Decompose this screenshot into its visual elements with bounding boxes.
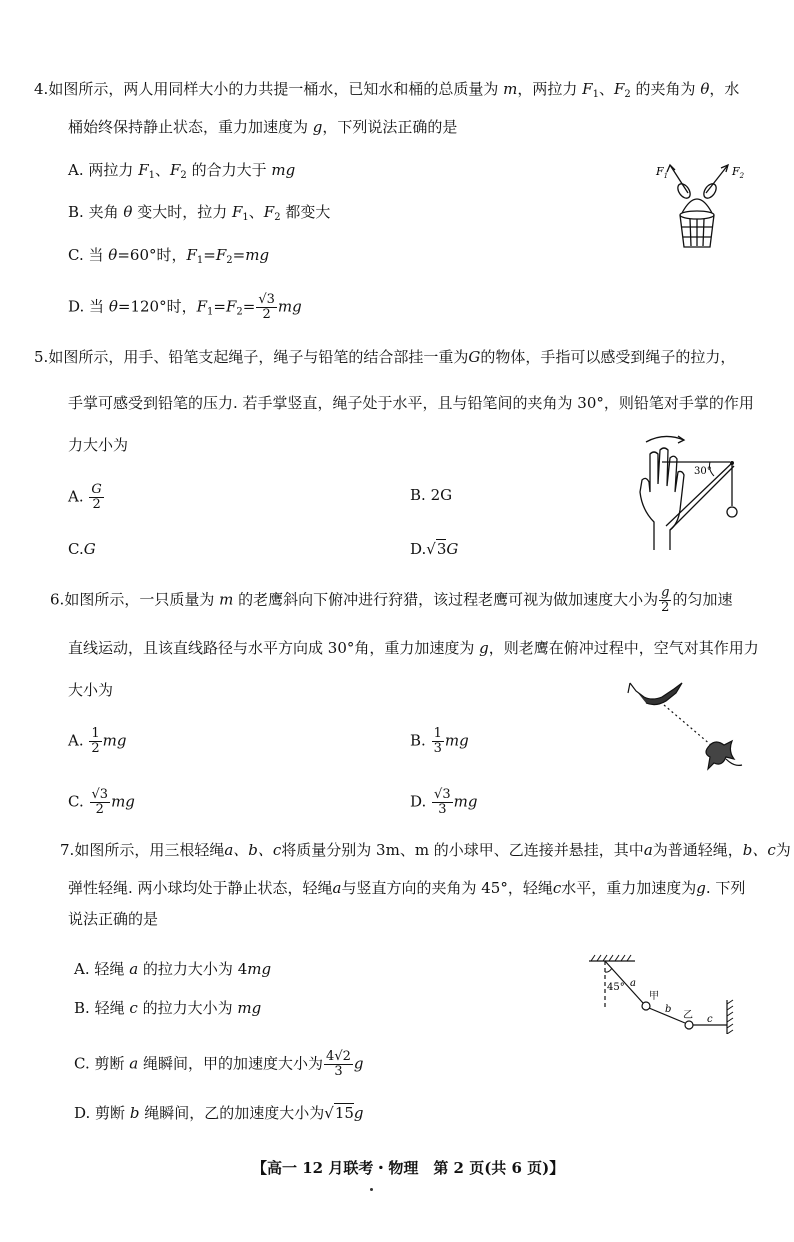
q7-number: 7. bbox=[60, 841, 75, 859]
q7-fig-label-a: a bbox=[630, 978, 636, 989]
q5-fig-angle-label: 30° bbox=[694, 466, 712, 477]
q4-number: 4. bbox=[34, 80, 49, 98]
q6-stem-line3: 大小为 bbox=[68, 681, 114, 699]
q6-option-b: B. $\frac{1}{3}$ mg bbox=[410, 726, 469, 756]
q4-d-fraction: $\frac{√3}{2}$ bbox=[258, 292, 275, 322]
q6-stem-line2: 直线运动，且该直线路径与水平方向成 30°角，重力加速度为 g，则老鹰在俯冲过程中，空气对其作用力 bbox=[68, 639, 759, 657]
q5-hand-pencil-figure bbox=[632, 430, 750, 562]
q7-fig-label-b: b bbox=[665, 1004, 672, 1015]
q6-option-a: A. $\frac{1}{2}$ mg bbox=[68, 726, 127, 756]
q6-option-c: C. $\frac{√3}{2}$ mg bbox=[68, 787, 135, 817]
q5-stem-line3: 力大小为 bbox=[68, 436, 129, 454]
q4-option-c: C. 当 θ=60°时，$F_1=F_2=mg$ bbox=[68, 246, 270, 266]
q7-rope-figure bbox=[585, 952, 745, 1034]
q4-option-b: B. 夹角 θ 变大时，拉力 $F_1$、$F_2$ 都变大 bbox=[68, 203, 331, 223]
q4-right-hand bbox=[701, 182, 718, 201]
q7-fig-angle-label: 45° bbox=[607, 982, 625, 993]
q5-option-d: D.√3G bbox=[410, 540, 459, 558]
q6-number: 6. bbox=[50, 590, 65, 609]
q7-stem-line3: 说法正确的是 bbox=[68, 910, 159, 928]
q5-a-fraction: $\frac{G}{2}$ bbox=[91, 482, 102, 512]
q7-c-fraction: $\frac{4√2}{3}$ bbox=[326, 1049, 351, 1079]
q5-stem-line1: 5.如图所示，用手、铅笔支起绳子，绳子与铅笔的结合部挂一重为G的物体，手指可以感受到绳子的拉力， bbox=[34, 348, 736, 366]
q5-hand bbox=[640, 448, 684, 550]
q4-force-arrow-f1 bbox=[670, 165, 688, 193]
q5-option-c: C.G bbox=[68, 540, 96, 558]
footer-dot bbox=[370, 1188, 373, 1191]
q7-stem-line2: 弹性轻绳. 两小球均处于静止状态，轻绳a与竖直方向的夹角为 45°，轻绳c水平，重力加速度为g. 下列 bbox=[68, 879, 746, 897]
q5-stem-line2: 手掌可感受到铅笔的压力. 若手掌竖直，绳子处于水平，且与铅笔间的夹角为 30°，则铅笔对手掌的作用 bbox=[68, 394, 754, 412]
q6-stem-line1: 6.如图所示，一只质量为 m 的老鹰斜向下俯冲进行狩猎，该过程老鹰可视为做加速度大小为 $\frac{g}{2}$ 的匀加速 bbox=[50, 585, 733, 615]
q5-option-b: B. 2G bbox=[410, 486, 453, 504]
q4-option-a: A. 两拉力 $F_1$、$F_2$ 的合力大于 mg bbox=[68, 161, 296, 181]
q7-stem-line1: 7.如图所示，用三根轻绳a、b、c将质量分别为 3m、m 的小球甲、乙连接并悬挂，其中a为普通轻绳，b、c为 bbox=[60, 841, 791, 859]
q6-eagle-top bbox=[630, 683, 682, 705]
q7-ball-yi bbox=[685, 1021, 693, 1029]
q4-fig-label-f1: $F_1$ bbox=[656, 165, 669, 180]
q4-left-hand bbox=[675, 182, 692, 201]
q6-eagle-figure bbox=[622, 675, 744, 775]
q5-number: 5. bbox=[34, 348, 49, 366]
q5-d-sqrt: √3 bbox=[426, 540, 447, 558]
q6-eagle-bottom bbox=[706, 741, 734, 769]
q4-stem-line2: 桶始终保持静止状态，重力加速度为 g，下列说法正确的是 bbox=[68, 118, 458, 136]
q5-option-a: A. $\frac{G}{2}$ bbox=[68, 482, 102, 512]
q6-stem-fraction: $\frac{g}{2}$ bbox=[661, 585, 670, 615]
q7-fig-label-yi: 乙 bbox=[683, 1010, 693, 1021]
q5-weight bbox=[727, 507, 737, 517]
q5-rotation-arrow bbox=[646, 436, 684, 442]
q4-force-arrow-f2 bbox=[706, 165, 728, 193]
q7-option-d: D. 剪断 b 绳瞬间，乙的加速度大小为√15g bbox=[74, 1104, 364, 1122]
q7-option-a: A. 轻绳 a 的拉力大小为 4mg bbox=[74, 960, 272, 978]
q4-bucket-figure bbox=[648, 155, 752, 255]
q7-ball-jia bbox=[642, 1002, 650, 1010]
q6-option-d: D. $\frac{√3}{3}$ mg bbox=[410, 787, 478, 817]
page-footer: 【高一 12 月联考・物理 第 2 页(共 6 页)】 bbox=[252, 1159, 565, 1177]
q4-fig-label-f2: $F_2$ bbox=[732, 165, 745, 180]
q7-d-sqrt: √15 bbox=[324, 1104, 354, 1122]
q6-dive-path bbox=[664, 705, 718, 751]
q4-option-d: D. 当 θ=120°时，$F_1=F_2=$ $\frac{√3}{2}$ mg bbox=[68, 292, 302, 322]
q7-option-c: C. 剪断 a 绳瞬间，甲的加速度大小为 $\frac{4√2}{3}$ g bbox=[74, 1049, 364, 1079]
q7-option-b: B. 轻绳 c 的拉力大小为 mg bbox=[74, 999, 262, 1017]
q7-fig-label-jia: 甲 bbox=[649, 991, 659, 1002]
q4-stem-line1: 4.如图所示，两人用同样大小的力共提一桶水，已知水和桶的总质量为 m，两拉力 $F_1$、$F_2$ 的夹角为 θ，水 bbox=[34, 80, 740, 100]
q7-fig-label-c: c bbox=[707, 1014, 713, 1025]
